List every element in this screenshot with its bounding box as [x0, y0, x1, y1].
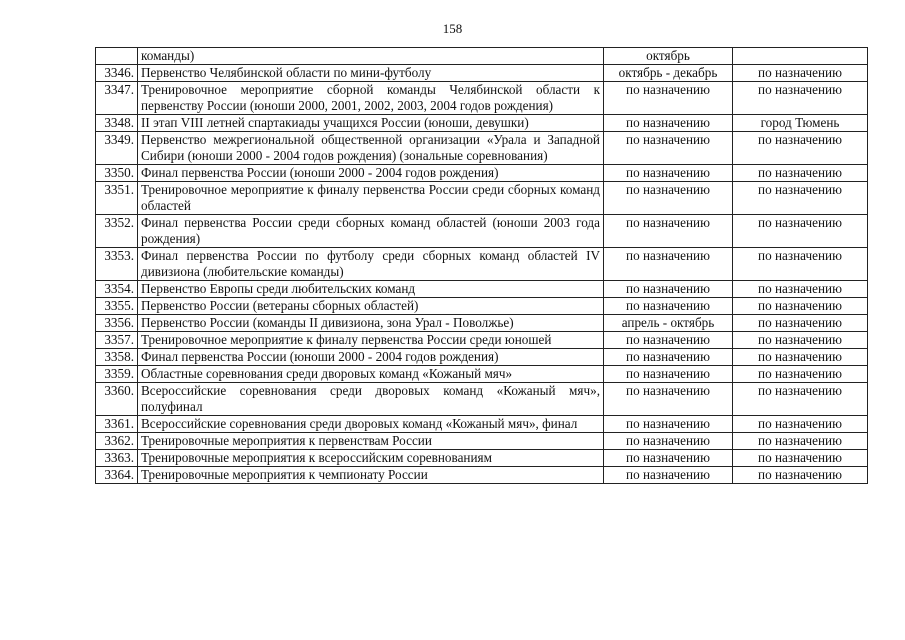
event-name: Всероссийские соревнования среди дворовых команд «Кожаный мяч», финал [138, 416, 604, 433]
event-place: по назначению [733, 215, 868, 248]
event-name: Тренировочное мероприятие сборной команды Челябинской области к первенству России (юноши 2000, 2001, 2002, 2003, 2004 годов рождения) [138, 82, 604, 115]
event-place: по назначению [733, 433, 868, 450]
event-date: по назначению [604, 82, 733, 115]
table-row [96, 132, 868, 165]
row-number: 3357. [96, 332, 138, 349]
event-name: Тренировочное мероприятие к финалу первенства России среди юношей [138, 332, 604, 349]
event-place: по назначению [733, 298, 868, 315]
event-place: по назначению [733, 450, 868, 467]
event-place: по назначению [733, 182, 868, 215]
event-place: по назначению [733, 132, 868, 165]
event-name: Первенство России (ветераны сборных областей) [138, 298, 604, 315]
event-place [733, 48, 868, 65]
row-number: 3354. [96, 281, 138, 298]
event-name: Первенство России (команды II дивизиона, зона Урал - Поволжье) [138, 315, 604, 332]
row-number: 3352. [96, 215, 138, 248]
table-row [96, 298, 868, 315]
event-name: Финал первенства России по футболу среди сборных команд областей IV дивизиона (любительские команды) [138, 248, 604, 281]
event-date: октябрь [604, 48, 733, 65]
table-row [96, 433, 868, 450]
events-table [95, 47, 868, 484]
event-name: Финал первенства России (юноши 2000 - 2004 годов рождения) [138, 349, 604, 366]
event-date: по назначению [604, 416, 733, 433]
event-name: Всероссийские соревнования среди дворовых команд «Кожаный мяч», полуфинал [138, 383, 604, 416]
event-place: по назначению [733, 65, 868, 82]
row-number: 3349. [96, 132, 138, 165]
event-name: Первенство Челябинской области по мини-футболу [138, 65, 604, 82]
table-row [96, 467, 868, 484]
table-row [96, 450, 868, 467]
event-place: по назначению [733, 366, 868, 383]
table-row [96, 332, 868, 349]
event-name: Тренировочные мероприятия к чемпионату России [138, 467, 604, 484]
table-row [96, 416, 868, 433]
event-date: по назначению [604, 433, 733, 450]
row-number: 3350. [96, 165, 138, 182]
event-place: по назначению [733, 332, 868, 349]
event-place: по назначению [733, 165, 868, 182]
event-name: Финал первенства России (юноши 2000 - 2004 годов рождения) [138, 165, 604, 182]
event-name: Тренировочные мероприятия к всероссийским соревнованиям [138, 450, 604, 467]
event-date: по назначению [604, 115, 733, 132]
event-date: по назначению [604, 366, 733, 383]
event-place: по назначению [733, 82, 868, 115]
table-row [96, 115, 868, 132]
row-number: 3358. [96, 349, 138, 366]
event-name: Тренировочное мероприятие к финалу первенства России среди сборных команд областей [138, 182, 604, 215]
event-date: по назначению [604, 281, 733, 298]
row-number: 3361. [96, 416, 138, 433]
table-row [96, 48, 868, 65]
events-table-body [96, 48, 868, 484]
event-date: по назначению [604, 467, 733, 484]
event-date: по назначению [604, 332, 733, 349]
event-date: по назначению [604, 132, 733, 165]
event-date: по назначению [604, 298, 733, 315]
event-date: по назначению [604, 215, 733, 248]
table-row [96, 315, 868, 332]
table-row [96, 281, 868, 298]
event-date: по назначению [604, 165, 733, 182]
table-row [96, 215, 868, 248]
event-date: по назначению [604, 349, 733, 366]
page-number: 158 [442, 21, 463, 36]
row-number: 3346. [96, 65, 138, 82]
row-number: 3351. [96, 182, 138, 215]
event-name: Первенство Европы среди любительских команд [138, 281, 604, 298]
event-name: Областные соревнования среди дворовых команд «Кожаный мяч» [138, 366, 604, 383]
table-row [96, 366, 868, 383]
event-name: II этап VIII летней спартакиады учащихся России (юноши, девушки) [138, 115, 604, 132]
event-name: команды) [138, 48, 604, 65]
row-number [96, 48, 138, 65]
event-name: Тренировочные мероприятия к первенствам России [138, 433, 604, 450]
event-name: Финал первенства России среди сборных команд областей (юноши 2003 года рождения) [138, 215, 604, 248]
row-number: 3362. [96, 433, 138, 450]
event-place: по назначению [733, 467, 868, 484]
table-row [96, 349, 868, 366]
event-name: Первенство межрегиональной общественной организации «Урала и Западной Сибири (юноши 2000 - 2004 годов рождения) (зональные соревнования) [138, 132, 604, 165]
event-place: по назначению [733, 383, 868, 416]
event-place: по назначению [733, 349, 868, 366]
event-date: по назначению [604, 383, 733, 416]
event-date: по назначению [604, 248, 733, 281]
row-number: 3359. [96, 366, 138, 383]
table-row [96, 248, 868, 281]
event-place: по назначению [733, 281, 868, 298]
event-date: по назначению [604, 182, 733, 215]
row-number: 3356. [96, 315, 138, 332]
table-row [96, 383, 868, 416]
event-date: по назначению [604, 450, 733, 467]
event-place: город Тюмень [733, 115, 868, 132]
table-row [96, 82, 868, 115]
table-row [96, 65, 868, 82]
row-number: 3348. [96, 115, 138, 132]
event-place: по назначению [733, 248, 868, 281]
row-number: 3355. [96, 298, 138, 315]
table-row [96, 165, 868, 182]
row-number: 3360. [96, 383, 138, 416]
event-place: по назначению [733, 315, 868, 332]
event-date: апрель - октябрь [604, 315, 733, 332]
event-date: октябрь - декабрь [604, 65, 733, 82]
row-number: 3353. [96, 248, 138, 281]
row-number: 3347. [96, 82, 138, 115]
row-number: 3364. [96, 467, 138, 484]
table-row [96, 182, 868, 215]
row-number: 3363. [96, 450, 138, 467]
event-place: по назначению [733, 416, 868, 433]
